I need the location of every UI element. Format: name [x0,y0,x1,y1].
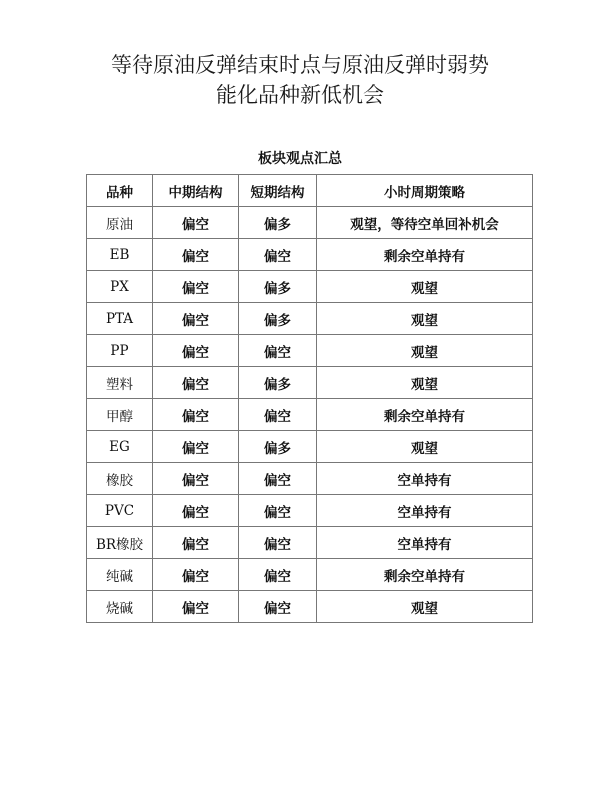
cell-variety: PX [87,271,153,303]
cell-mid-term: 偏空 [153,527,239,559]
document-title [0,50,600,110]
cell-short-term: 偏多 [239,367,317,399]
cell-strategy: 观望 [317,431,533,463]
table-row [87,591,533,623]
table-row [87,463,533,495]
cell-variety: EB [87,239,153,271]
cell-variety: PP [87,335,153,367]
cell-mid-term: 偏空 [153,559,239,591]
cell-mid-term: 偏空 [153,239,239,271]
cell-variety: PTA [87,303,153,335]
cell-variety: 甲醇 [87,399,153,431]
cell-short-term: 偏多 [239,303,317,335]
cell-variety: BR橡胶 [87,527,153,559]
sector-view-table [86,174,533,623]
cell-short-term: 偏空 [239,495,317,527]
header-short-term-structure: 短期结构 [239,175,317,207]
cell-mid-term: 偏空 [153,591,239,623]
cell-strategy: 观望，等待空单回补机会 [317,207,533,239]
cell-mid-term: 偏空 [153,207,239,239]
cell-strategy: 空单持有 [317,527,533,559]
cell-short-term: 偏空 [239,527,317,559]
cell-strategy: 剩余空单持有 [317,239,533,271]
table-row [87,399,533,431]
cell-variety: 原油 [87,207,153,239]
cell-short-term: 偏多 [239,207,317,239]
table-row [87,271,533,303]
cell-mid-term: 偏空 [153,399,239,431]
cell-variety: PVC [87,495,153,527]
table-row [87,495,533,527]
table-caption: 板块观点汇总 [258,151,342,167]
cell-mid-term: 偏空 [153,431,239,463]
cell-short-term: 偏多 [239,271,317,303]
cell-mid-term: 偏空 [153,495,239,527]
cell-mid-term: 偏空 [153,335,239,367]
cell-mid-term: 偏空 [153,271,239,303]
cell-mid-term: 偏空 [153,367,239,399]
cell-strategy: 观望 [317,335,533,367]
cell-strategy: 剩余空单持有 [317,559,533,591]
header-hourly-strategy: 小时周期策略 [317,175,533,207]
table-row [87,207,533,239]
cell-strategy: 观望 [317,591,533,623]
cell-short-term: 偏空 [239,239,317,271]
cell-short-term: 偏空 [239,559,317,591]
cell-variety: EG [87,431,153,463]
cell-variety: 烧碱 [87,591,153,623]
cell-short-term: 偏多 [239,431,317,463]
cell-variety: 纯碱 [87,559,153,591]
cell-strategy: 观望 [317,303,533,335]
header-variety: 品种 [87,175,153,207]
table-body [87,207,533,623]
title-line-1: 等待原油反弹结束时点与原油反弹时弱势 [111,53,489,77]
table-row [87,303,533,335]
cell-strategy: 观望 [317,271,533,303]
cell-mid-term: 偏空 [153,303,239,335]
table-row [87,527,533,559]
cell-short-term: 偏空 [239,591,317,623]
cell-mid-term: 偏空 [153,463,239,495]
cell-variety: 塑料 [87,367,153,399]
cell-short-term: 偏空 [239,399,317,431]
title-line-2: 能化品种新低机会 [216,83,384,107]
header-mid-term-structure: 中期结构 [153,175,239,207]
table-row [87,559,533,591]
table-row [87,239,533,271]
cell-strategy: 空单持有 [317,463,533,495]
cell-strategy: 空单持有 [317,495,533,527]
table-header-row [87,175,533,207]
cell-strategy: 剩余空单持有 [317,399,533,431]
table-row [87,431,533,463]
cell-short-term: 偏空 [239,463,317,495]
table-row [87,335,533,367]
cell-strategy: 观望 [317,367,533,399]
cell-short-term: 偏空 [239,335,317,367]
cell-variety: 橡胶 [87,463,153,495]
table-row [87,367,533,399]
